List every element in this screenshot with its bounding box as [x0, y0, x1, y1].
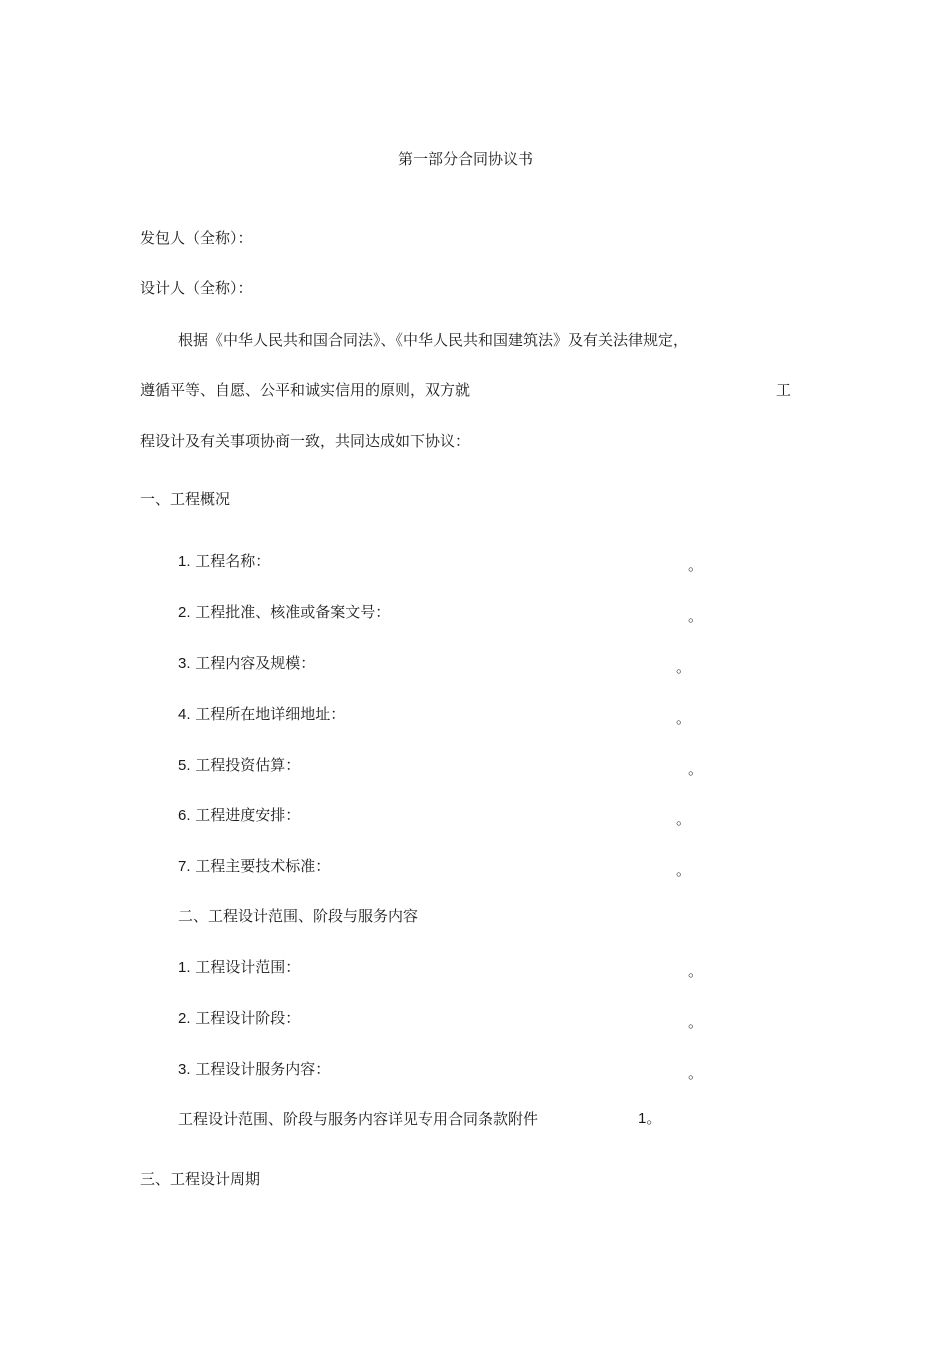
section-1-heading: 一、工程概况	[140, 490, 231, 508]
intro-line-3: 程设计及有关事项协商一致，共同达成如下协议：	[140, 432, 471, 450]
employer-label: 发包人（全称）：	[140, 229, 253, 247]
list-item	[178, 602, 390, 623]
item-label: 工程名称：	[195, 552, 271, 570]
intro-line-2-tail: 工	[776, 381, 792, 399]
document-title: 第一部分合同协议书	[398, 150, 534, 168]
period-mark: 。	[676, 658, 692, 676]
designer-label: 设计人（全称）：	[140, 279, 253, 297]
item-label: 工程所在地详细地址：	[195, 705, 346, 723]
intro-line-1: 根据《中华人民共和国合同法》、《中华人民共和国建筑法》及有关法律规定，	[178, 331, 689, 349]
period-mark: 。	[676, 709, 692, 727]
section-2-note-tail: 1。	[638, 1110, 662, 1127]
item-number: 2.	[178, 604, 191, 621]
item-label: 工程内容及规模：	[195, 654, 316, 672]
item-number: 2.	[178, 1010, 191, 1027]
list-item	[178, 704, 345, 725]
period-mark: 。	[688, 556, 704, 574]
item-number: 6.	[178, 807, 191, 824]
period-mark: 。	[688, 607, 704, 625]
period-mark: 。	[676, 861, 692, 879]
item-number: 3.	[178, 1061, 191, 1078]
item-number: 5.	[178, 757, 191, 774]
item-label: 工程设计阶段：	[195, 1009, 301, 1027]
list-item	[178, 1008, 300, 1029]
item-number: 3.	[178, 655, 191, 672]
list-item	[178, 653, 315, 674]
list-item	[178, 805, 300, 826]
item-label: 工程设计范围：	[195, 958, 301, 976]
period-mark: 。	[688, 760, 704, 778]
item-label: 工程投资估算：	[195, 756, 301, 774]
list-item	[178, 957, 300, 978]
item-label: 工程主要技术标准：	[195, 857, 331, 875]
period-mark: 。	[688, 1064, 704, 1082]
period-mark: 。	[676, 810, 692, 828]
period-mark: 。	[688, 962, 704, 980]
section-2-note: 工程设计范围、阶段与服务内容详见专用合同条款附件	[178, 1110, 539, 1128]
item-number: 1.	[178, 553, 191, 570]
item-label: 工程进度安排：	[195, 806, 301, 824]
list-item	[178, 1059, 330, 1080]
list-item	[178, 856, 330, 877]
period-mark: 。	[688, 1013, 704, 1031]
item-number: 4.	[178, 706, 191, 723]
section-3-heading: 三、工程设计周期	[140, 1170, 261, 1188]
item-number: 7.	[178, 858, 191, 875]
item-number: 1.	[178, 959, 191, 976]
item-label: 工程批准、核准或备案文号：	[195, 603, 391, 621]
list-item	[178, 755, 300, 776]
item-label: 工程设计服务内容：	[195, 1060, 331, 1078]
list-item	[178, 551, 270, 572]
section-2-heading: 二、工程设计范围、阶段与服务内容	[178, 907, 419, 925]
intro-line-2: 遵循平等、自愿、公平和诚实信用的原则，双方就	[140, 381, 471, 399]
